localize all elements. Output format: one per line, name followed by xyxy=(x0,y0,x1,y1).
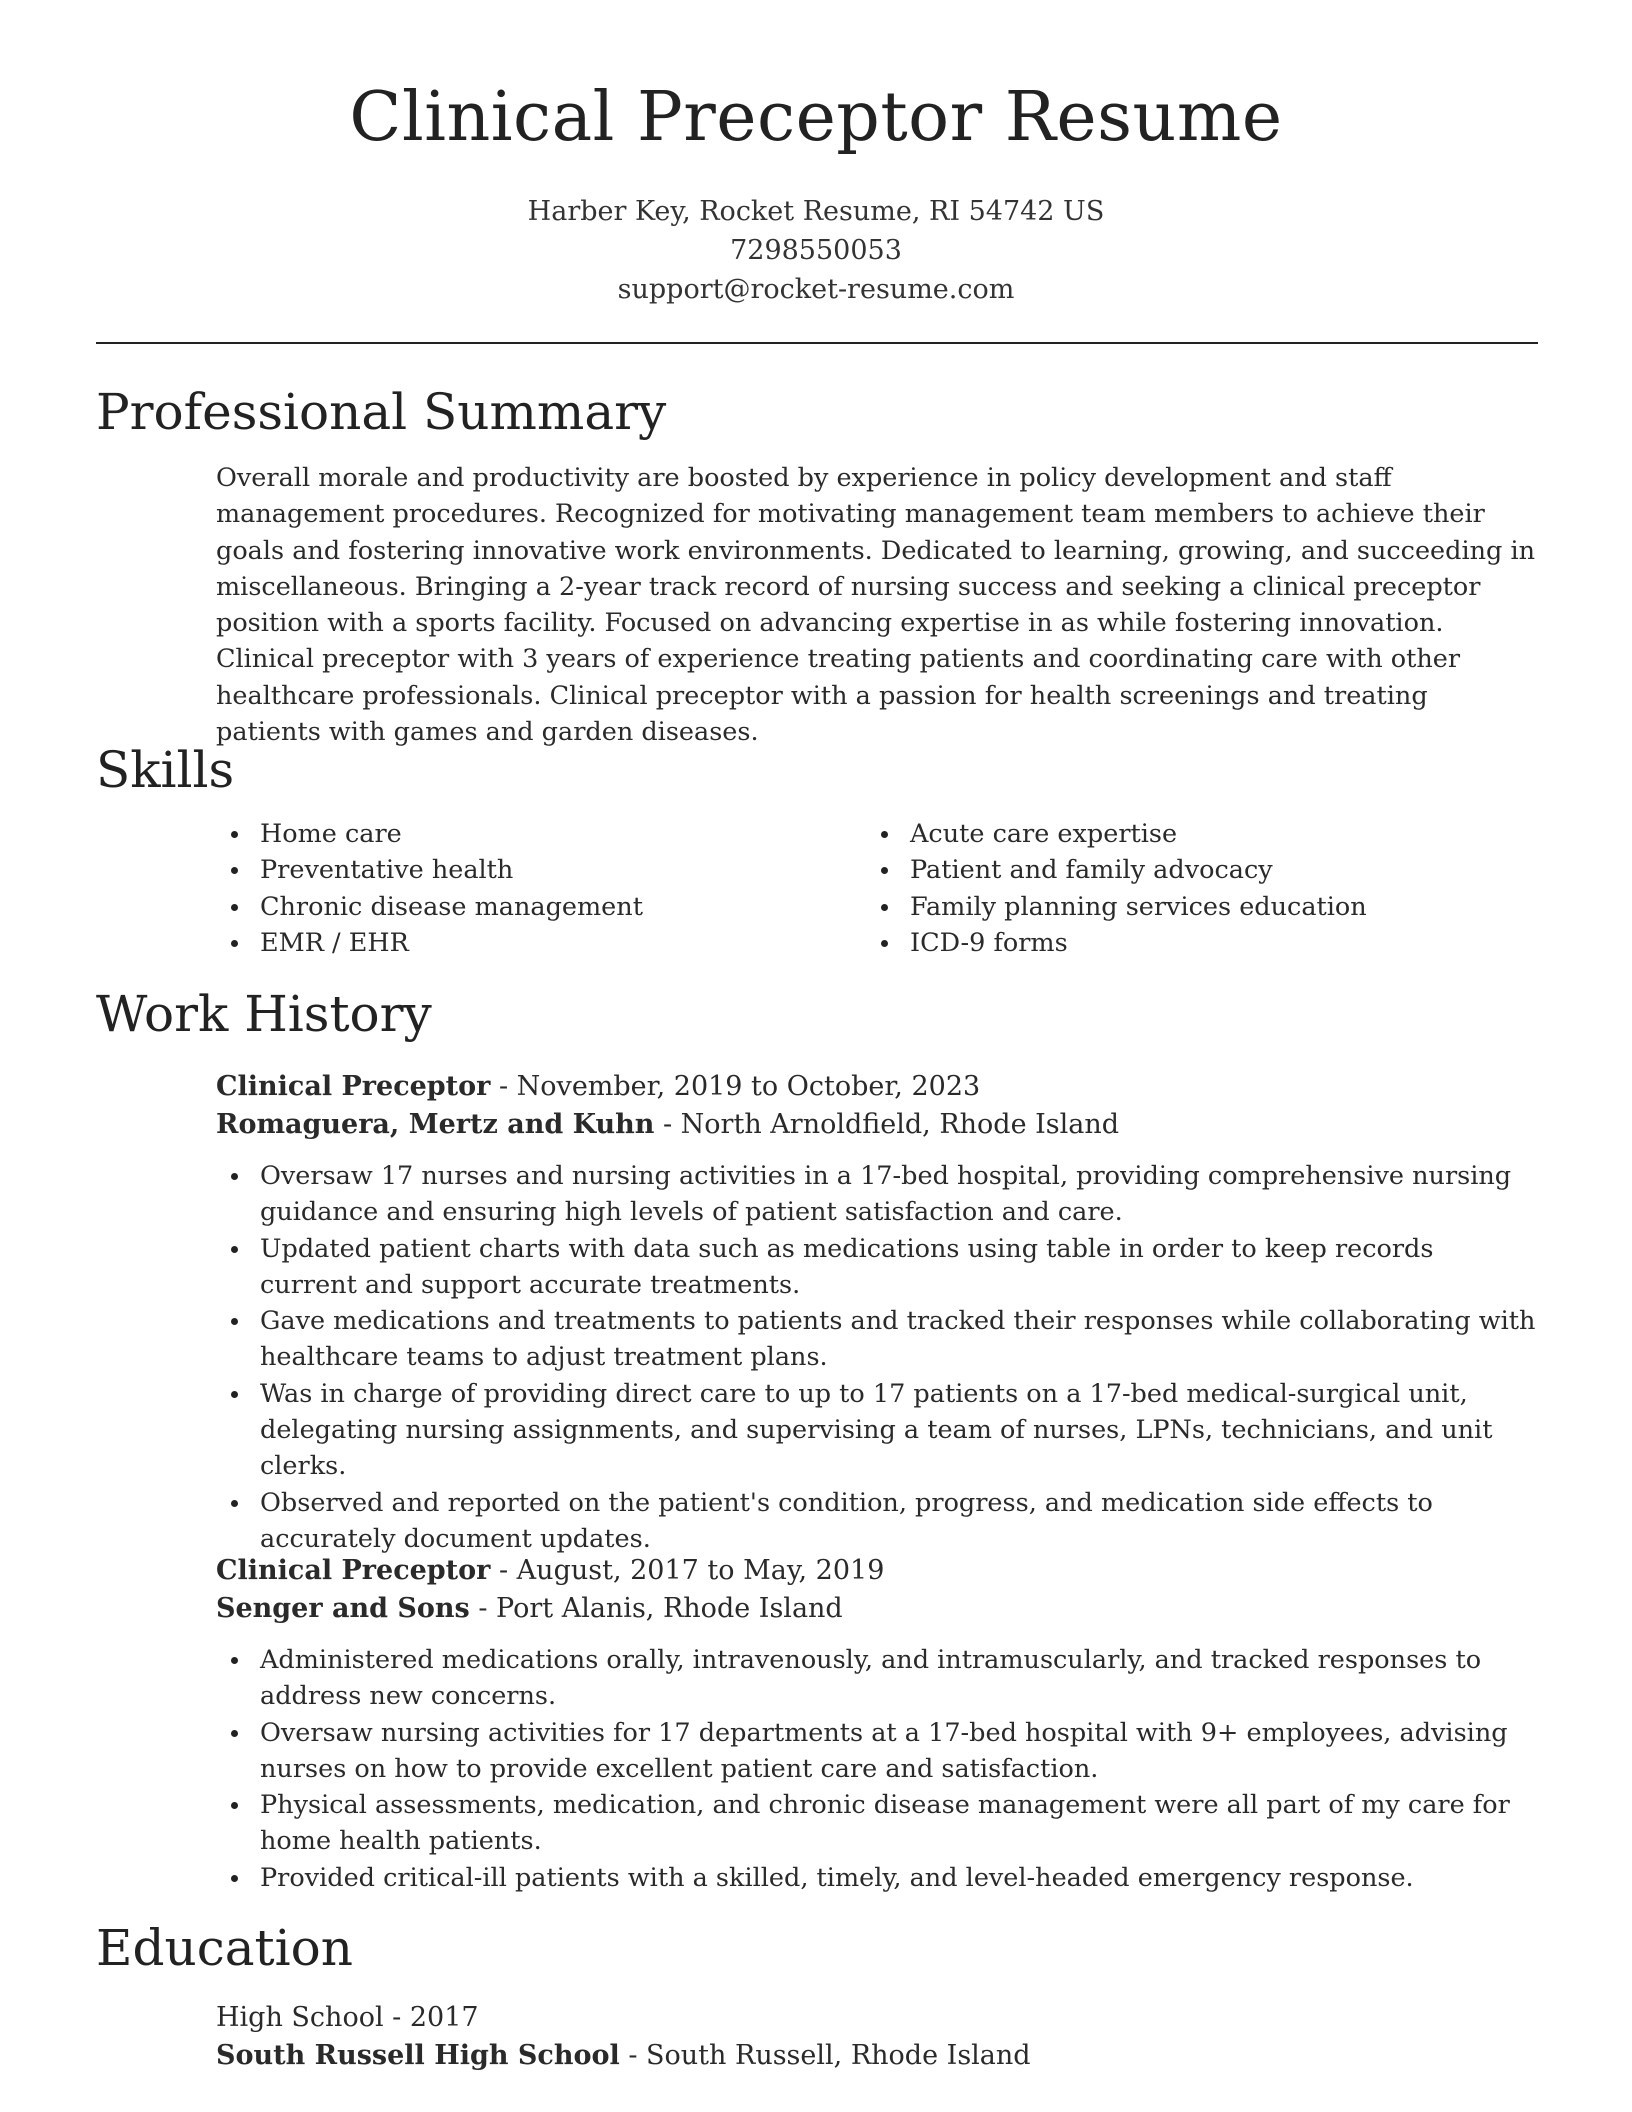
education-year: - 2017 xyxy=(383,2002,479,2033)
summary-heading: Professional Summary xyxy=(96,383,667,441)
job-bullet: Physical assessments, medication, and chronic disease management were all part of my care for home health patients. xyxy=(216,1787,1538,1860)
skill-item: Home care xyxy=(216,816,866,852)
job-bullet: Observed and reported on the patient's condition, progress, and medication side effects to accurately document updates. xyxy=(216,1485,1538,1558)
skill-item: Family planning services education xyxy=(866,889,1516,925)
job-company: Senger and Sons xyxy=(216,1593,470,1624)
job-bullets xyxy=(216,1642,1538,1896)
header-divider xyxy=(96,342,1538,344)
education-degree-line xyxy=(216,1999,1538,2037)
job-dates: - November, 2019 to October, 2023 xyxy=(490,1071,981,1102)
job-header xyxy=(216,1552,1538,1628)
skill-item: Acute care expertise xyxy=(866,816,1516,852)
job-bullet: Updated patient charts with data such as medications using table in order to keep records current and support accurate treatments. xyxy=(216,1231,1538,1304)
education-entry xyxy=(216,1999,1538,2075)
skill-item: ICD-9 forms xyxy=(866,925,1516,961)
skill-item: Preventative health xyxy=(216,852,866,888)
education-school: South Russell High School xyxy=(216,2040,620,2071)
contact-address: Harber Key, Rocket Resume, RI 54742 US xyxy=(527,196,1105,227)
job-bullet: Was in charge of providing direct care to up to 17 patients on a 17-bed medical-surgical unit, delegating nursing assignments, and supervising a team of nurses, LPNs, technicians, and unit clerks. xyxy=(216,1376,1538,1485)
education-degree: High School xyxy=(216,2002,384,2033)
job-bullet: Oversaw 17 nurses and nursing activities in a 17-bed hospital, providing comprehensive nursing guidance and ensuring high levels of patient satisfaction and care. xyxy=(216,1158,1538,1231)
summary-section xyxy=(216,460,1538,750)
contact-email: support@rocket-resume.com xyxy=(617,274,1015,305)
summary-text: Overall morale and productivity are boosted by experience in policy development and staff management procedures. Recognized for motivating management team members to achieve their goals and fostering innovative work environments. Dedicated to learning, growing, and succeeding in miscellaneous. Bringing a 2-year track record of nursing success and seeking a clinical preceptor position with a sports facility. Focused on advancing expertise in as while fostering innovation. Clinical preceptor with 3 years of experience treating patients and coordinating care with other healthcare professionals. Clinical preceptor with a passion for health screenings and treating patients with games and garden diseases. xyxy=(216,463,1536,748)
job-company-line xyxy=(216,1106,1538,1144)
job-title: Clinical Preceptor xyxy=(216,1555,491,1586)
work-history-heading: Work History xyxy=(96,985,432,1043)
contact-block xyxy=(0,192,1632,309)
job-location: - North Arnoldfield, Rhode Island xyxy=(654,1109,1120,1140)
education-heading: Education xyxy=(96,1919,353,1977)
job-location: - Port Alanis, Rhode Island xyxy=(469,1593,843,1624)
skill-item: Chronic disease management xyxy=(216,889,866,925)
job-title: Clinical Preceptor xyxy=(216,1071,491,1102)
job-entry xyxy=(216,1068,1538,1557)
skills-column-right xyxy=(866,816,1516,961)
job-bullet: Provided critical-ill patients with a skilled, timely, and level-headed emergency response. xyxy=(216,1860,1538,1896)
job-dates: - August, 2017 to May, 2019 xyxy=(490,1555,885,1586)
job-title-line xyxy=(216,1068,1538,1106)
job-company-line xyxy=(216,1590,1538,1628)
job-bullet: Gave medications and treatments to patients and tracked their responses while collaborating with healthcare teams to adjust treatment plans. xyxy=(216,1303,1538,1376)
skills-list xyxy=(216,816,1538,961)
job-bullets xyxy=(216,1158,1538,1557)
education-school-line xyxy=(216,2037,1538,2075)
job-bullet: Oversaw nursing activities for 17 departments at a 17-bed hospital with 9+ employees, advising nurses on how to provide excellent patient care and satisfaction. xyxy=(216,1715,1538,1788)
job-company: Romaguera, Mertz and Kuhn xyxy=(216,1109,655,1140)
skill-item: EMR / EHR xyxy=(216,925,866,961)
job-header xyxy=(216,1068,1538,1144)
resume-title: Clinical Preceptor Resume xyxy=(349,78,1283,157)
skills-column-left xyxy=(216,816,866,961)
job-title-line xyxy=(216,1552,1538,1590)
job-bullet: Administered medications orally, intravenously, and intramuscularly, and tracked responses to address new concerns. xyxy=(216,1642,1538,1715)
education-location: - South Russell, Rhode Island xyxy=(619,2040,1031,2071)
contact-phone: 7298550053 xyxy=(730,235,902,266)
skills-heading: Skills xyxy=(96,741,235,799)
skill-item: Patient and family advocacy xyxy=(866,852,1516,888)
job-entry xyxy=(216,1552,1538,1896)
